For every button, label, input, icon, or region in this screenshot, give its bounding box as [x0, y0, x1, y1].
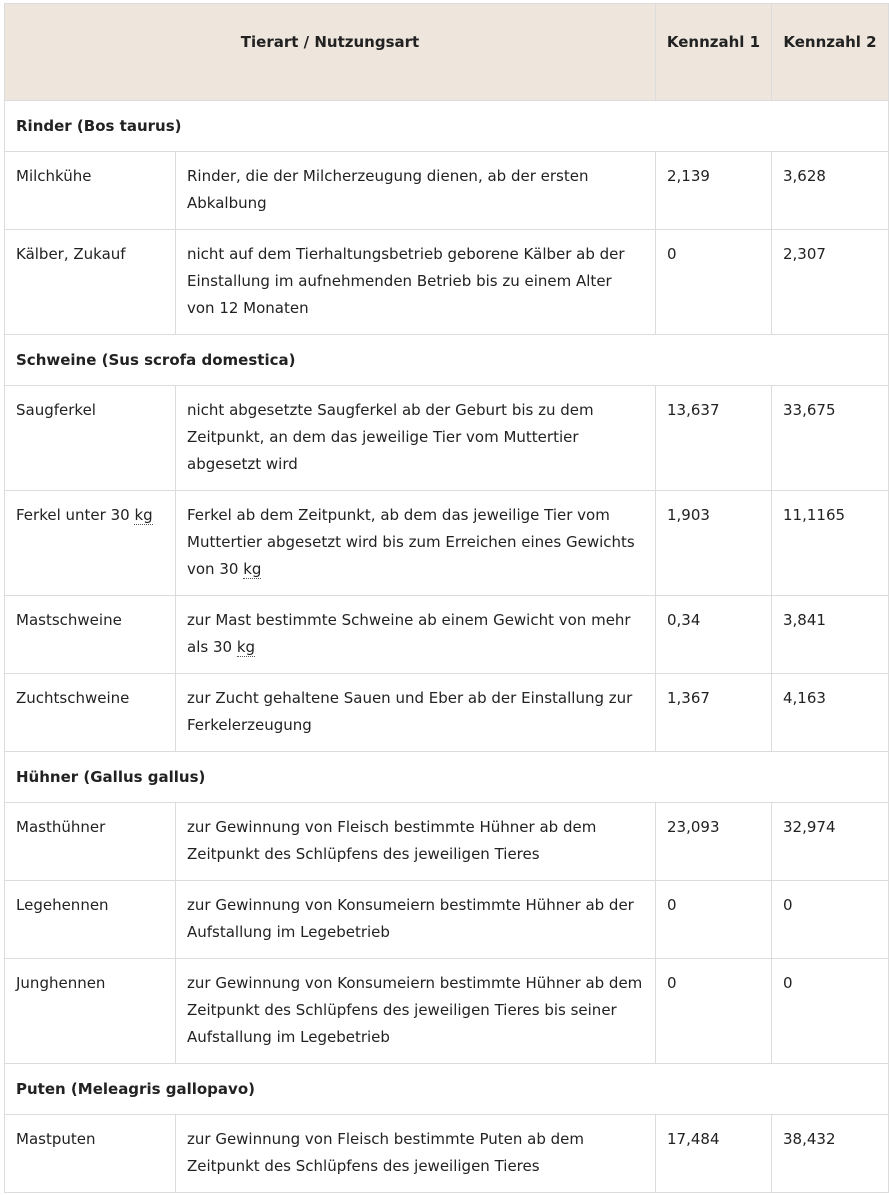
animal-description: zur Gewinnung von Konsumeiern bestimmte Hühner ab der Aufstallung im Legebetrieb: [176, 881, 656, 959]
kennzahl-2-value: 11,1165: [772, 491, 889, 596]
group-row-rinder: [5, 101, 889, 152]
animal-description: nicht auf dem Tierhaltungsbetrieb geborene Kälber ab der Einstallung im aufnehmenden Betrieb bis zu einem Alter von 12 Monaten: [176, 230, 656, 335]
animal-description-text: zur Mast bestimmte Schweine ab einem Gewicht von mehr als 30: [187, 611, 631, 656]
table-row: [5, 596, 889, 674]
table-row: [5, 803, 889, 881]
kennzahl-2-value: 33,675: [772, 386, 889, 491]
table-row: [5, 491, 889, 596]
kennzahl-1-value: 0: [656, 959, 772, 1064]
table-row: [5, 881, 889, 959]
animal-description: zur Gewinnung von Fleisch bestimmte Hühner ab dem Zeitpunkt des Schlüpfens des jeweiligen Tieres: [176, 803, 656, 881]
animal-name: Mastschweine: [5, 596, 176, 674]
unit-abbreviation: kg: [236, 638, 256, 656]
table-row: [5, 674, 889, 752]
table-row: [5, 386, 889, 491]
animal-description: zur Gewinnung von Konsumeiern bestimmte Hühner ab dem Zeitpunkt des Schlüpfens des jeweiligen Tieres bis seiner Aufstallung im Legebetrieb: [176, 959, 656, 1064]
kennzahl-1-value: 13,637: [656, 386, 772, 491]
group-row-schweine: [5, 335, 889, 386]
group-title: Puten (Meleagris gallopavo): [5, 1064, 889, 1115]
table-row: [5, 959, 889, 1064]
animal-description-text: Ferkel ab dem Zeitpunkt, ab dem das jeweilige Tier vom Muttertier abgesetzt wird bis zum Erreichen eines Gewichts von 30: [187, 506, 635, 578]
header-animal-type: Tierart / Nutzungsart: [5, 4, 656, 101]
kennzahl-1-value: 2,139: [656, 152, 772, 230]
kennzahl-2-value: 38,432: [772, 1115, 889, 1193]
table-row: [5, 1115, 889, 1193]
animal-name: Milchkühe: [5, 152, 176, 230]
kennzahl-2-value: 0: [772, 959, 889, 1064]
kennzahl-1-value: 1,903: [656, 491, 772, 596]
animal-name: Saugferkel: [5, 386, 176, 491]
animal-name: Mastputen: [5, 1115, 176, 1193]
animal-name: Masthühner: [5, 803, 176, 881]
animal-name: Zuchtschweine: [5, 674, 176, 752]
kennzahl-1-value: 1,367: [656, 674, 772, 752]
animal-name: [5, 491, 176, 596]
group-title: Schweine (Sus scrofa domestica): [5, 335, 889, 386]
group-row-huehner: [5, 752, 889, 803]
kennzahl-1-value: 0,34: [656, 596, 772, 674]
animal-description: Rinder, die der Milcherzeugung dienen, ab der ersten Abkalbung: [176, 152, 656, 230]
table-header-row: [5, 4, 889, 101]
table-row: [5, 230, 889, 335]
kennzahl-1-value: 23,093: [656, 803, 772, 881]
unit-abbreviation: kg: [134, 506, 153, 524]
kennzahl-2-value: 3,628: [772, 152, 889, 230]
animal-description: nicht abgesetzte Saugferkel ab der Geburt bis zu dem Zeitpunkt, an dem das jeweilige Tier vom Muttertier abgesetzt wird: [176, 386, 656, 491]
header-kennzahl-1: Kennzahl 1: [656, 4, 772, 101]
group-row-puten: [5, 1064, 889, 1115]
table-row: [5, 152, 889, 230]
group-title: Hühner (Gallus gallus): [5, 752, 889, 803]
kennzahl-1-value: 0: [656, 881, 772, 959]
header-kennzahl-2: Kennzahl 2: [772, 4, 889, 101]
animal-description: zur Gewinnung von Fleisch bestimmte Puten ab dem Zeitpunkt des Schlüpfens des jeweiligen Tieres: [176, 1115, 656, 1193]
livestock-table: [4, 3, 889, 1193]
kennzahl-2-value: 4,163: [772, 674, 889, 752]
animal-name: Junghennen: [5, 959, 176, 1064]
animal-description: [176, 491, 656, 596]
kennzahl-1-value: 17,484: [656, 1115, 772, 1193]
group-title: Rinder (Bos taurus): [5, 101, 889, 152]
animal-description: zur Zucht gehaltene Sauen und Eber ab der Einstallung zur Ferkelerzeugung: [176, 674, 656, 752]
kennzahl-2-value: 32,974: [772, 803, 889, 881]
kennzahl-1-value: 0: [656, 230, 772, 335]
animal-name: Legehennen: [5, 881, 176, 959]
kennzahl-2-value: 3,841: [772, 596, 889, 674]
animal-name: Kälber, Zukauf: [5, 230, 176, 335]
animal-name-text: Ferkel unter 30: [16, 506, 135, 524]
unit-abbreviation: kg: [243, 560, 262, 578]
kennzahl-2-value: 0: [772, 881, 889, 959]
animal-description: [176, 596, 656, 674]
kennzahl-2-value: 2,307: [772, 230, 889, 335]
